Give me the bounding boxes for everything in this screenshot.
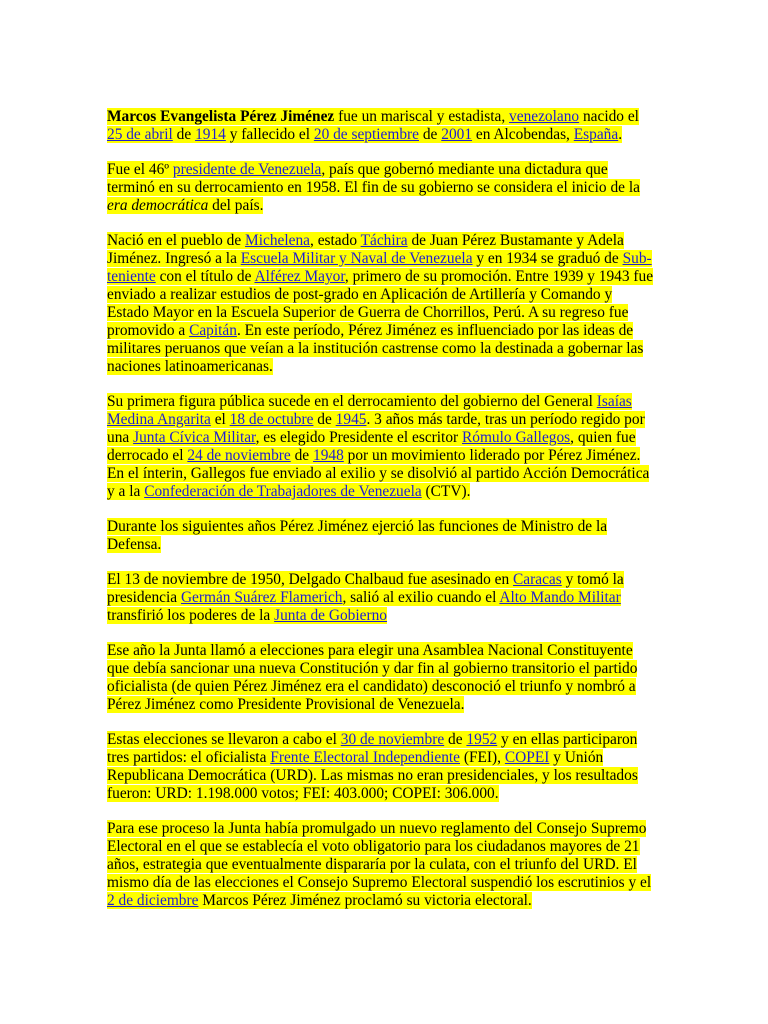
highlighted-text bbox=[107, 393, 649, 500]
wiki-link[interactable]: presidente de Venezuela bbox=[172, 161, 322, 178]
highlighted-text bbox=[107, 642, 637, 713]
text-run: , país que gobernó mediante una dictadura que terminó en su derrocamiento en 1958. El fin de su gobierno se considera el inicio de la bbox=[107, 161, 640, 196]
text-run: y en ellas participaron tres partidos: el oficialista bbox=[107, 731, 638, 766]
italic-text: era democrática bbox=[107, 197, 209, 214]
paragraph bbox=[107, 820, 655, 910]
wiki-link[interactable]: venezolano bbox=[509, 108, 580, 125]
paragraph bbox=[107, 518, 655, 554]
highlighted-text bbox=[107, 571, 624, 624]
text-run: fue un mariscal y estadista, bbox=[334, 108, 510, 125]
wiki-link[interactable]: 1914 bbox=[195, 126, 226, 143]
highlighted-text bbox=[107, 161, 640, 214]
highlighted-text bbox=[107, 731, 638, 802]
wiki-link[interactable]: Escuela Militar y Naval de Venezuela bbox=[240, 250, 473, 267]
text-run: y tomó la presidencia bbox=[107, 571, 624, 606]
text-run: Estas elecciones se llevaron a cabo el bbox=[107, 731, 341, 748]
wiki-link[interactable]: 1948 bbox=[313, 447, 344, 464]
wiki-link[interactable]: 20 de septiembre bbox=[313, 126, 420, 143]
text-run: (FEI), bbox=[460, 749, 505, 766]
paragraph bbox=[107, 731, 655, 803]
text-run: . En este período, Pérez Jiménez es influenciado por las ideas de militares peruanos que veían a la institución castrense como la destinada a gobernar las naciones latinoamericanas. bbox=[107, 322, 644, 375]
text-run: , quien fue derrocado el bbox=[107, 429, 636, 464]
wiki-link[interactable]: Rómulo Gallegos bbox=[462, 429, 571, 446]
text-run: y Unión Republicana Democrática (URD). Las mismas no eran presidenciales, y los resultados fueron: URD: 1.198.000 votos; FEI: 403.000; COPEI: 306.000. bbox=[107, 749, 638, 802]
text-run: de bbox=[290, 447, 313, 464]
text-run: en Alcobendas, bbox=[472, 126, 574, 143]
wiki-link[interactable]: Capitán bbox=[189, 322, 237, 339]
text-run: , primero de su promoción. Entre 1939 y 1943 fue enviado a realizar estudios de post-grado en Aplicación de Artillería y Comando y Estado Mayor en la Escuela Superior de Guerra de Chorrillos, Perú. A su regreso fue promovido a bbox=[107, 268, 654, 339]
text-run: Fue el 46º bbox=[107, 161, 173, 178]
text-run: Nació en el pueblo de bbox=[107, 232, 246, 249]
highlighted-text bbox=[107, 108, 639, 143]
text-run: . bbox=[618, 126, 623, 143]
wiki-link[interactable]: Junta de Gobierno bbox=[274, 607, 387, 624]
wiki-link[interactable]: Confederación de Trabajadores de Venezuela bbox=[144, 483, 422, 500]
paragraph bbox=[107, 232, 655, 376]
wiki-link[interactable]: 1945 bbox=[335, 411, 367, 428]
wiki-link[interactable]: España bbox=[573, 126, 619, 143]
text-run: y en 1934 se graduó de bbox=[472, 250, 623, 267]
text-run: Durante los siguientes años Pérez Jiménez ejerció las funciones de Ministro de la Defensa. bbox=[107, 518, 608, 553]
wiki-link[interactable]: Junta Cívica Militar bbox=[133, 429, 256, 446]
text-run: con el título de bbox=[155, 268, 255, 285]
text-run: Marcos Pérez Jiménez proclamó su victoria electoral. bbox=[198, 892, 532, 909]
text-run: y fallecido el bbox=[225, 126, 314, 143]
wiki-link[interactable]: 18 de octubre bbox=[229, 411, 314, 428]
paragraph bbox=[107, 393, 655, 501]
wiki-link[interactable]: 1952 bbox=[466, 731, 498, 748]
text-run: . 3 años más tarde, tras un período regido por una bbox=[107, 411, 645, 446]
highlighted-text bbox=[107, 518, 607, 553]
text-run: Su primera figura pública sucede en el derrocamiento del gobierno del General bbox=[107, 393, 597, 410]
text-run: (CTV). bbox=[421, 483, 471, 500]
wiki-link[interactable]: Frente Electoral Independiente bbox=[270, 749, 460, 766]
text-run: de bbox=[444, 731, 467, 748]
text-run: nacido el bbox=[579, 108, 639, 125]
wiki-link[interactable]: Michelena bbox=[245, 232, 310, 249]
paragraph bbox=[107, 161, 655, 215]
paragraph bbox=[107, 571, 655, 625]
wiki-link[interactable]: Caracas bbox=[513, 571, 562, 588]
wiki-link[interactable]: Alto Mando Militar bbox=[499, 589, 621, 606]
text-run: el bbox=[210, 411, 230, 428]
text-run: del país. bbox=[208, 197, 264, 214]
wiki-link[interactable]: Isaías Medina Angarita bbox=[107, 393, 632, 428]
wiki-link[interactable]: Sub-teniente bbox=[107, 250, 652, 285]
text-run: por un movimiento liderado por Pérez Jiménez. En el ínterin, Gallegos fue enviado al exilio y se disolvió al partido Acción Democrática y a la bbox=[107, 447, 650, 500]
wiki-link[interactable]: 30 de noviembre bbox=[340, 731, 445, 748]
text-run: Para ese proceso la Junta había promulgado un nuevo reglamento del Consejo Supremo Electoral en el que se establecía el voto obligatorio para los ciudadanos mayores de 21 años, estrategia que eventualmente dispararía por la culata, con el triunfo del URD. El mismo día de las elecciones el Consejo Supremo Electoral suspendió los escrutinios y el bbox=[107, 820, 652, 891]
wiki-link[interactable]: Alférez Mayor bbox=[254, 268, 345, 285]
text-run: , salió al exilio cuando el bbox=[342, 589, 500, 606]
text-run: El 13 de noviembre de 1950, Delgado Chalbaud fue asesinado en bbox=[107, 571, 514, 588]
paragraph bbox=[107, 108, 655, 144]
highlighted-text bbox=[107, 820, 651, 909]
wiki-link[interactable]: Táchira bbox=[360, 232, 408, 249]
wiki-link[interactable]: 24 de noviembre bbox=[187, 447, 291, 464]
text-run: , es elegido Presidente el escritor bbox=[255, 429, 462, 446]
text-run: , estado bbox=[310, 232, 361, 249]
wiki-link[interactable]: Germán Suárez Flamerich bbox=[180, 589, 343, 606]
text-run: de bbox=[313, 411, 336, 428]
text-run: de bbox=[172, 126, 196, 143]
text-run: de bbox=[419, 126, 442, 143]
document-page bbox=[107, 108, 655, 927]
wiki-link[interactable]: COPEI bbox=[504, 749, 550, 766]
text-run: transfirió los poderes de la bbox=[107, 607, 275, 624]
highlighted-text bbox=[107, 232, 653, 375]
text-run: Ese año la Junta llamó a elecciones para elegir una Asamblea Nacional Constituyente que debía sancionar una nueva Constitución y dar fin al gobierno transitorio el partido oficialista (de quien Pérez Jiménez era el candidato) desconoció el triunfo y nombró a Pérez Jiménez como Presidente Provisional de Venezuela. bbox=[107, 642, 638, 713]
wiki-link[interactable]: 25 de abril bbox=[107, 126, 173, 143]
text-run: de Juan Pérez Bustamante y Adela Jiménez. Ingresó a la bbox=[107, 232, 624, 267]
wiki-link[interactable]: 2001 bbox=[441, 126, 473, 143]
paragraph bbox=[107, 642, 655, 714]
bold-text: Marcos Evangelista Pérez Jiménez bbox=[107, 108, 335, 125]
wiki-link[interactable]: 2 de diciembre bbox=[107, 892, 199, 909]
